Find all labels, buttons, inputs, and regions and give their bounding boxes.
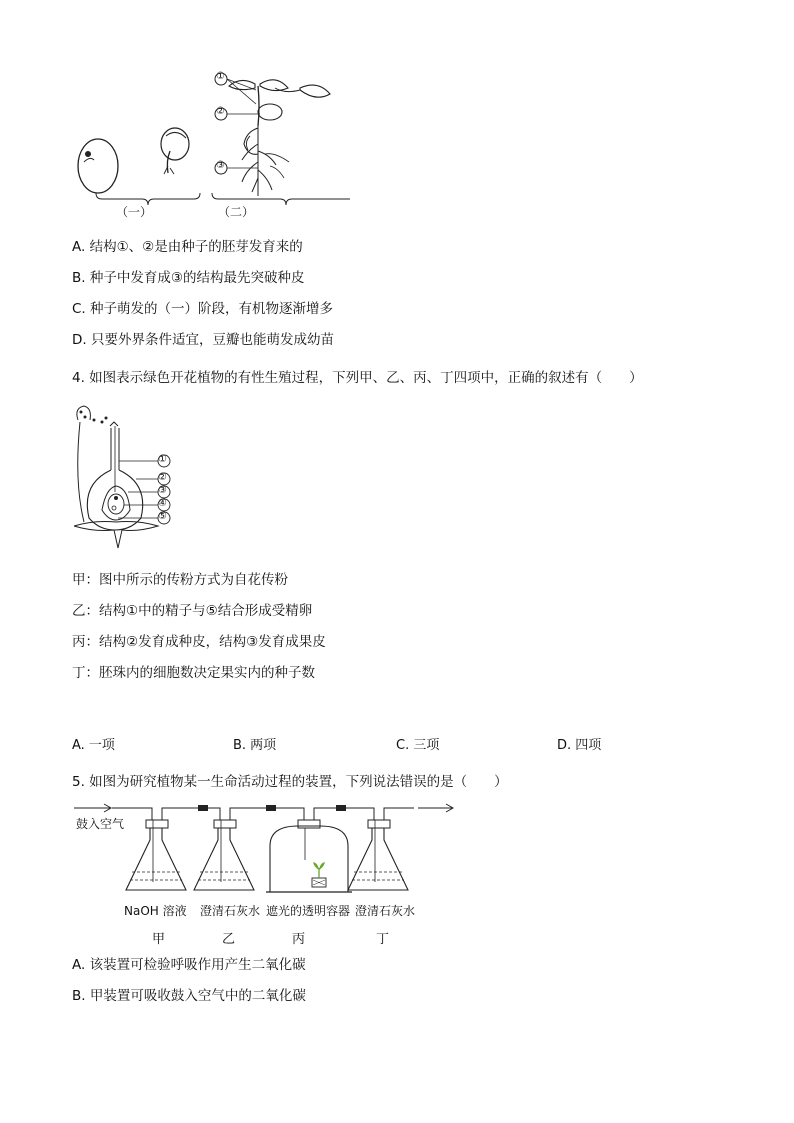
pistil-drawing bbox=[70, 400, 190, 550]
fig2-marker-5: ⑤ bbox=[158, 511, 167, 522]
q4-option-c: C. 三项 bbox=[396, 738, 440, 753]
apparatus-drawing bbox=[70, 800, 470, 900]
fig2-marker-2: ② bbox=[158, 472, 167, 483]
fig1-marker-1: ① bbox=[216, 71, 225, 82]
q4-stem: 4. 如图表示绿色开花植物的有性生殖过程，下列甲、乙、丙、丁四项中，正确的叙述有（ ） bbox=[72, 370, 643, 386]
fig1-marker-3: ③ bbox=[216, 160, 225, 171]
q3-option-d: D. 只要外界条件适宜，豆瓣也能萌发成幼苗 bbox=[72, 332, 334, 348]
q4-statement-ding: 丁：胚珠内的细胞数决定果实内的种子数 bbox=[72, 665, 315, 681]
fig1-stage-one-label: （一） bbox=[116, 205, 153, 219]
q5-option-a: A. 该装置可检验呼吸作用产生二氧化碳 bbox=[72, 957, 306, 973]
q4-statement-bing: 丙：结构②发育成种皮，结构③发育成果皮 bbox=[72, 634, 326, 650]
air-inlet-label: 鼓入空气 bbox=[76, 817, 125, 831]
apparatus-label-bing: 遮光的透明容器 bbox=[266, 904, 351, 918]
q3-option-a: A. 结构①、②是由种子的胚芽发育来的 bbox=[72, 239, 303, 255]
fig1-stage-two-label: （二） bbox=[218, 205, 255, 219]
apparatus-label-ding: 澄清石灰水 bbox=[355, 904, 416, 918]
q5-option-b: B. 甲装置可吸收鼓入空气中的二氧化碳 bbox=[72, 988, 306, 1004]
q4-statement-jia: 甲：图中所示的传粉方式为自花传粉 bbox=[72, 572, 288, 588]
apparatus-label-yi: 澄清石灰水 bbox=[200, 904, 261, 918]
apparatus-name-yi: 乙 bbox=[222, 932, 236, 947]
q3-option-c: C. 种子萌发的（一）阶段，有机物逐渐增多 bbox=[72, 301, 334, 317]
fig2-marker-1: ① bbox=[158, 454, 167, 465]
q3-option-b: B. 种子中发育成③的结构最先突破种皮 bbox=[72, 270, 305, 286]
respiration-apparatus-figure bbox=[70, 800, 470, 900]
fig2-marker-4: ④ bbox=[158, 498, 167, 509]
apparatus-name-ding: 丁 bbox=[376, 932, 390, 947]
fig1-marker-2: ② bbox=[216, 106, 225, 117]
flower-pistil-figure bbox=[70, 400, 190, 550]
apparatus-name-jia: 甲 bbox=[152, 932, 166, 947]
q4-option-d: D. 四项 bbox=[557, 738, 602, 753]
q5-stem: 5. 如图为研究植物某一生命活动过程的装置，下列说法错误的是（ ） bbox=[72, 774, 508, 790]
fig2-marker-3: ③ bbox=[158, 485, 167, 496]
apparatus-name-bing: 丙 bbox=[292, 932, 306, 947]
apparatus-label-jia: NaOH 溶液 bbox=[124, 904, 187, 918]
seed-germination-figure bbox=[70, 66, 350, 226]
q4-option-a: A. 一项 bbox=[72, 738, 115, 753]
seed-germination-drawing bbox=[70, 66, 350, 226]
q4-statement-yi: 乙：结构①中的精子与⑤结合形成受精卵 bbox=[72, 603, 313, 619]
q4-option-b: B. 两项 bbox=[233, 738, 277, 753]
